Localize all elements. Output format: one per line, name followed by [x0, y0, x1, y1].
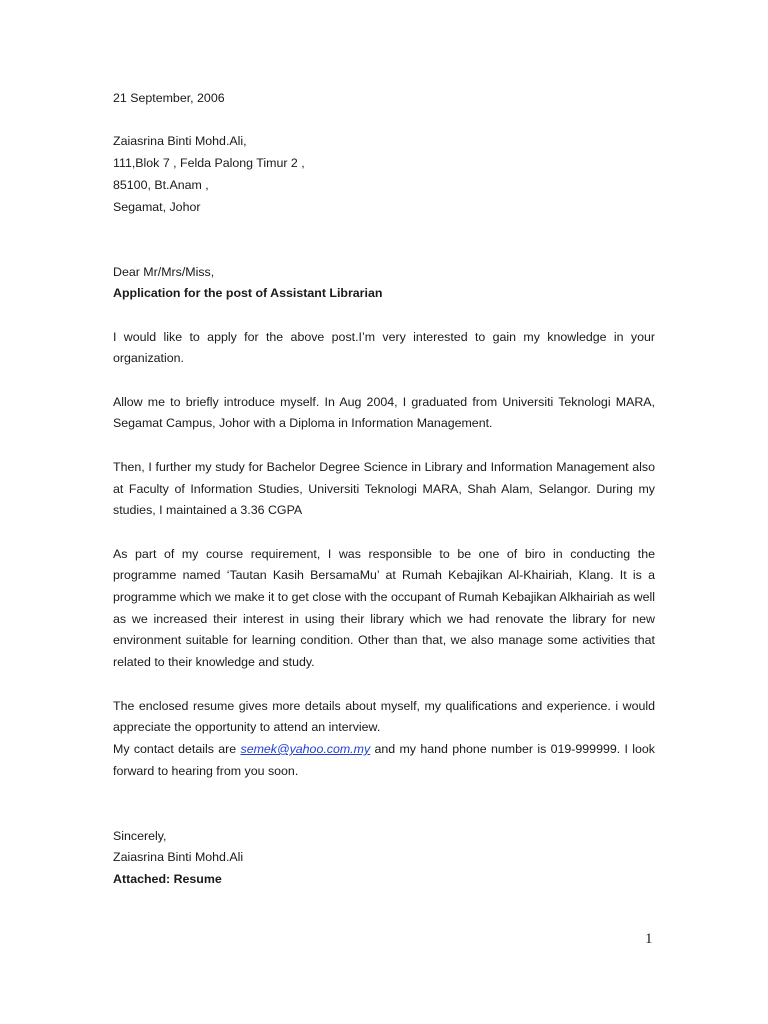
attachment-note: Attached: Resume: [113, 872, 222, 887]
contact-details: [113, 739, 655, 782]
signature-name: Zaiasrina Binti Mohd.Ali: [113, 850, 244, 865]
email-link[interactable]: semek@yahoo.com.my: [240, 741, 371, 756]
address-line: 111,Blok 7 , Felda Palong Timur 2 ,: [113, 156, 305, 171]
page-number: 1: [645, 931, 653, 947]
address-line: 85100, Bt.Anam ,: [113, 177, 209, 192]
contact-prefix: My contact details are: [113, 741, 241, 756]
paragraph-education: Then, I further my study for Bachelor Degree Science in Library and Information Management also at Faculty of Information Studies, Universiti Teknologi MARA, Shah Alam, Selangor. During my studies, I maintained a 3.36 CGPA: [113, 459, 655, 518]
closing: Sincerely,: [113, 828, 167, 843]
address-line: Zaiasrina Binti Mohd.Ali,: [113, 134, 247, 149]
contact-suffix: and my hand phone number is 019-999999. I look forward to hearing from you soon.: [113, 741, 655, 778]
paragraph-introduction: Allow me to briefly introduce myself. In Aug 2004, I graduated from Universiti Teknologi MARA, Segamat Campus, Johor with a Diploma in Information Management.: [113, 394, 655, 431]
salutation: Dear Mr/Mrs/Miss,: [113, 264, 215, 279]
letter-date: 21 September, 2006: [113, 91, 225, 105]
address-line: Segamat, Johor: [113, 199, 201, 214]
paragraph-experience: As part of my course requirement, I was responsible to be one of biro in conducting the programme named ‘Tautan Kasih BersamaMu’ at Rumah Kebajikan Al-Khairiah, Klang. It is a programme which we make it to get close with the occupant of Rumah Kebajikan Alkhairiah as well as we increased their interest in using their library which we had renovate the library for new environment suitable for learning condition. Other than that, we also manage some activities that related to their knowledge and study.: [113, 546, 655, 670]
paragraph-resume: The enclosed resume gives more details about myself, my qualifications and experience. i would appreciate the opportunity to attend an interview.: [113, 698, 655, 735]
letter-subject: Application for the post of Assistant Librarian: [113, 286, 383, 301]
paragraph-intent: I would like to apply for the above post.I’m very interested to gain my knowledge in your organization.: [113, 329, 655, 366]
letter-body: [113, 88, 655, 891]
sender-address: [113, 131, 655, 218]
